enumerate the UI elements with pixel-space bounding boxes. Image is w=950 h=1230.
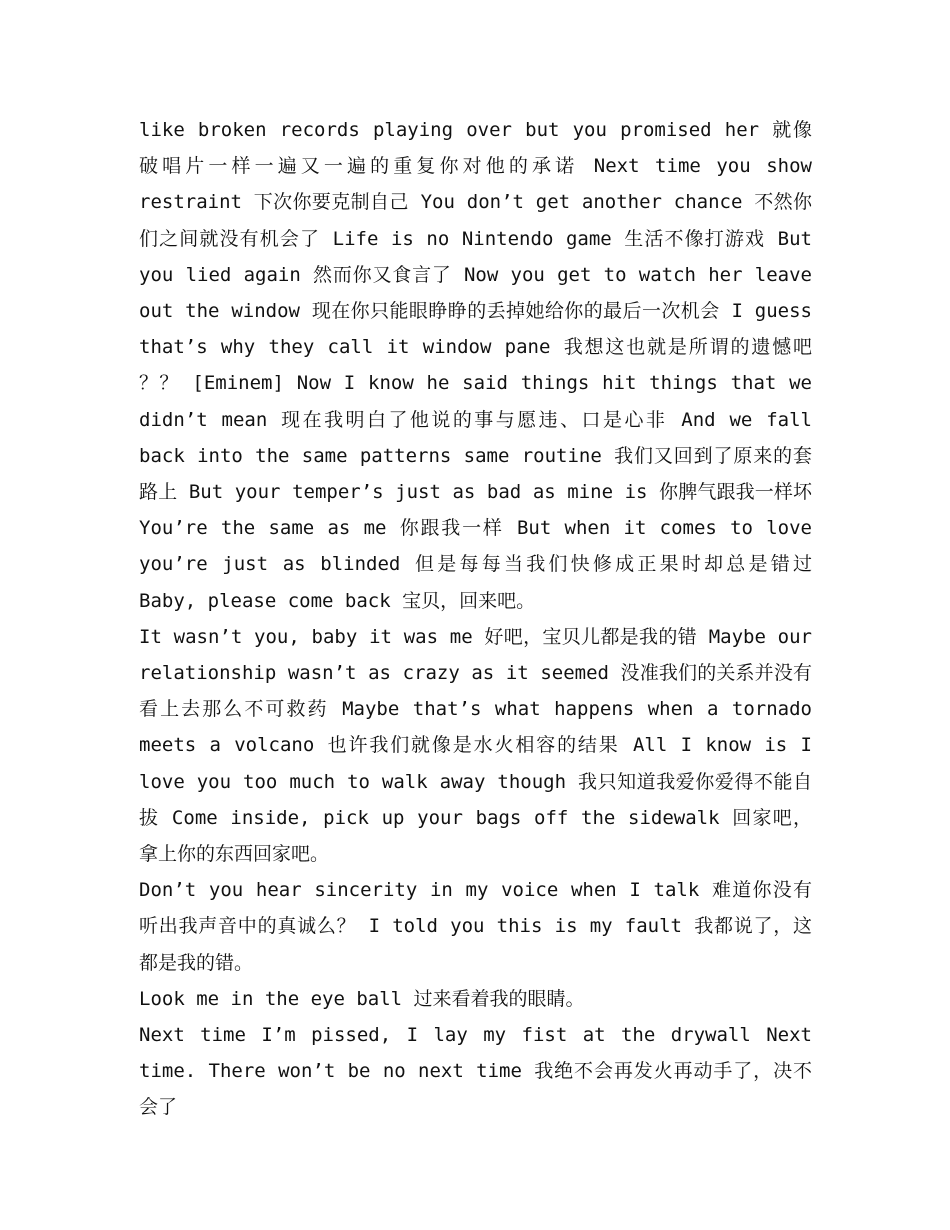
paragraph-2: It wasn’t you, baby it was me 好吧，宝贝儿都是我的错 Maybe our relationship wasn’t as crazy as it seemed 没准我们的关系并没有看上去那么不可救药 Maybe that’s what happens when a tornado meets a volcano 也许我们就像是水火相容的结果 All I know is I love you too much to walk away though 我只知道我爱你爱得不能自拔 Come inside, pick up your bags off the sidewalk 回家吧，拿上你的东西回家吧。	[139, 625, 812, 866]
document-body	[139, 112, 812, 1126]
paragraph-1: like broken records playing over but you promised her 就像破唱片一样一遍又一遍的重复你对他的承诺 Next time you show restraint 下次你要克制自己 You don’t get another chance 不然你们之间就没有机会了 Life is no Nintendo game 生活不像打游戏 But you lied again 然而你又食言了 Now you get to watch her leave out the window 现在你只能眼睁睁的丢掉她给你的最后一次机会 I guess that’s why they call it window pane 我想这也就是所谓的遗憾吧 ？？ [Eminem] Now I know he said things hit things that we didn’t mean 现在我明白了他说的事与愿违、口是心非 And we fall back into the same patterns same routine 我们又回到了原来的套路上 But your temper’s just as bad as mine is 你脾气跟我一样坏 You’re the same as me 你跟我一样 But when it comes to love you’re just as blinded 但是每每当我们快修成正果时却总是错过 Baby, please come back 宝贝，回来吧。	[139, 119, 812, 612]
paragraph-4: Look me in the eye ball 过来看着我的眼睛。	[139, 987, 585, 1010]
paragraph-3: Don’t you hear sincerity in my voice when I talk 难道你没有听出我声音中的真诚么？ I told you this is my fault 我都说了，这都是我的错。	[139, 879, 812, 974]
paragraph-5: Next time I’m pissed, I lay my fist at the drywall Next time. There won’t be no next time 我绝不会再发火再动手了，决不会了	[139, 1024, 812, 1119]
